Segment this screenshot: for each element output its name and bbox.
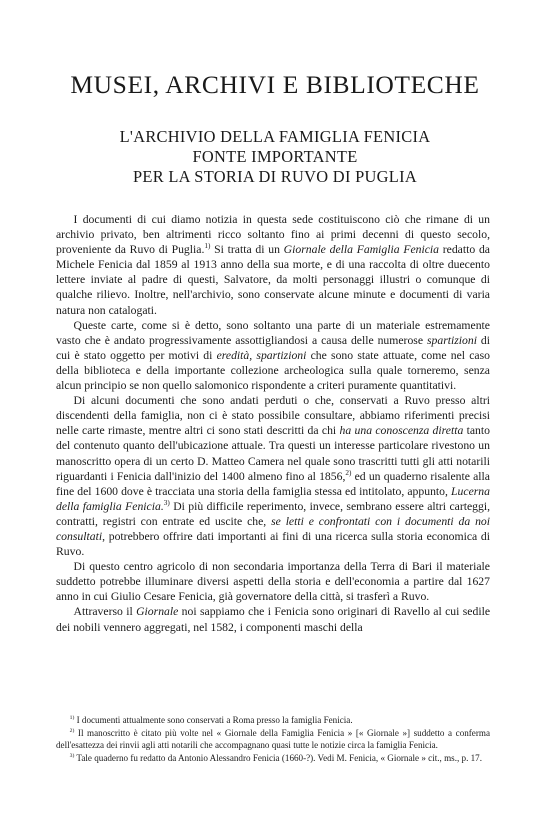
body-paragraph <box>56 318 490 393</box>
section-title: MUSEI, ARCHIVI E BIBLIOTECHE <box>70 70 480 99</box>
italic-run: se letti e confrontati con i documenti da noi consultati <box>56 514 490 543</box>
text-run: Tale quaderno fu redatto da Antonio Alessandro Fenicia (1660-?). Vedi M. Fenicia, « Giornale » cit., ms., p. 17. <box>74 752 482 763</box>
text-run: Attraverso il <box>73 605 137 619</box>
italic-run: eredità, spartizioni <box>216 348 307 362</box>
footnote-marker: 2) <box>69 727 75 734</box>
footnote <box>56 714 490 727</box>
article-title-line: L'ARCHIVIO DELLA FAMIGLIA FENICIA <box>119 127 431 146</box>
text-run: tanto del contenuto quanto dell'ubicazione attuale. Tra questi un interesse particolare rivestono un manoscritto opera di un certo D. Matteo Camera nel quale sono trascritti tutti gli atti notarili riguardanti i Fenicia dall'inizio del 1400 almeno fino al 1856, <box>56 424 490 483</box>
footnotes <box>56 714 490 764</box>
text-run: Si tratta di un <box>210 243 284 257</box>
footnote-marker: 1) <box>204 242 211 251</box>
italic-run: Giornale <box>136 605 179 619</box>
footnote <box>56 727 490 752</box>
text-run: Di più difficile reperimento, invece, sembrano essere altri carteggi, contratti, registri con entrate ed uscite che, <box>56 499 491 528</box>
italic-run: ha una conoscenza diretta <box>339 424 464 438</box>
footnote-marker: 3) <box>163 498 170 507</box>
text-run: noi sappiamo che i Fenicia sono originari di Ravello al cui sedile dei nobili vennero aggregati, nel 1582, i componenti maschi della <box>56 605 491 634</box>
article-title-line: PER LA STORIA DI RUVO DI PUGLIA <box>132 167 417 186</box>
text-run: di cui è stato oggetto per motivi di <box>56 333 491 362</box>
text-run: redatto da Michele Fenicia dal 1859 al 1913 anno della sua morte, e di una raccolta di oltre duecento lettere inviate al padre di questi, Salvatore, da molti personaggi illustri o comunque di qualche rilievo. Inoltre, nell'archivio, sono conservate alcune minute e documenti di varia natura non catalogati. <box>56 243 490 317</box>
text-run: Queste carte, come si è detto, sono soltanto una parte di un materiale estremamente vasto che è andato progressivamente assottigliandosi a causa delle numerose <box>56 318 490 347</box>
text-run: che sono state attuate, come nel caso della biblioteca e della importante collezione archeologica sulla quale torneremo, senza alcun principio se non quello salomonico rispondente a criteri puramente quantitativi. <box>56 348 490 393</box>
text-run: ed un quaderno risalente alla fine del 1600 dove è tracciata una storia della famiglia stessa ed intitolato, appunto, <box>56 469 490 498</box>
article-title <box>0 127 550 187</box>
italic-run: spartizioni <box>426 333 477 347</box>
text-run: Di questo centro agricolo di non secondaria importanza della Terra di Bari il materiale suddetto potrebbe illuminare diversi aspetti della storia e dell'economia a partire dal 1627 anno in cui Giulio Cesare Fenicia, già governatore della città, si trasferì a Ruvo. <box>56 560 490 604</box>
body-paragraph <box>56 604 490 634</box>
body-paragraph <box>56 212 490 318</box>
text-run: I documenti di cui diamo notizia in questa sede costituiscono ciò che rimane di un archivio privato, ben altrimenti ricco soltanto fino ai primi decenni di questo secolo, proveniente da Ruvo di Puglia. <box>56 213 490 257</box>
text-run: Di alcuni documenti che sono andati perduti o che, conservati a Ruvo presso altri discendenti della famiglia, non ci è stato possibile consultare, abbiamo riferimenti precisi nelle carte rimaste, mentre altri ci sono stati descritti da chi <box>56 394 490 438</box>
text-run: , potrebbero offrire dati importanti ai fini di una ricerca sulla storia economica di Ruvo. <box>56 529 490 559</box>
footnote-marker: 2) <box>345 468 352 477</box>
text-run: Il manoscritto è citato più volte nel « Giornale della Famiglia Fenicia » [« Giornale »] suddetto a conferma dell'esattezza dei rinvii agli atti notarili che accompagnano quasi tutte le notizie circa la famiglia Fenicia. <box>56 727 490 750</box>
body-paragraph <box>56 559 490 604</box>
text-run: I documenti attualmente sono conservati a Roma presso la famiglia Fenicia. <box>74 715 353 725</box>
article-body <box>56 212 490 635</box>
footnote-marker: 3) <box>69 752 75 759</box>
footnote-marker: 1) <box>69 714 75 721</box>
italic-run: Lucerna della famiglia Fenicia. <box>56 484 490 513</box>
article-title-line: FONTE IMPORTANTE <box>192 147 358 166</box>
body-paragraph <box>56 393 490 559</box>
italic-run: Giornale della Famiglia Fenicia <box>283 243 440 257</box>
footnote <box>56 752 490 765</box>
